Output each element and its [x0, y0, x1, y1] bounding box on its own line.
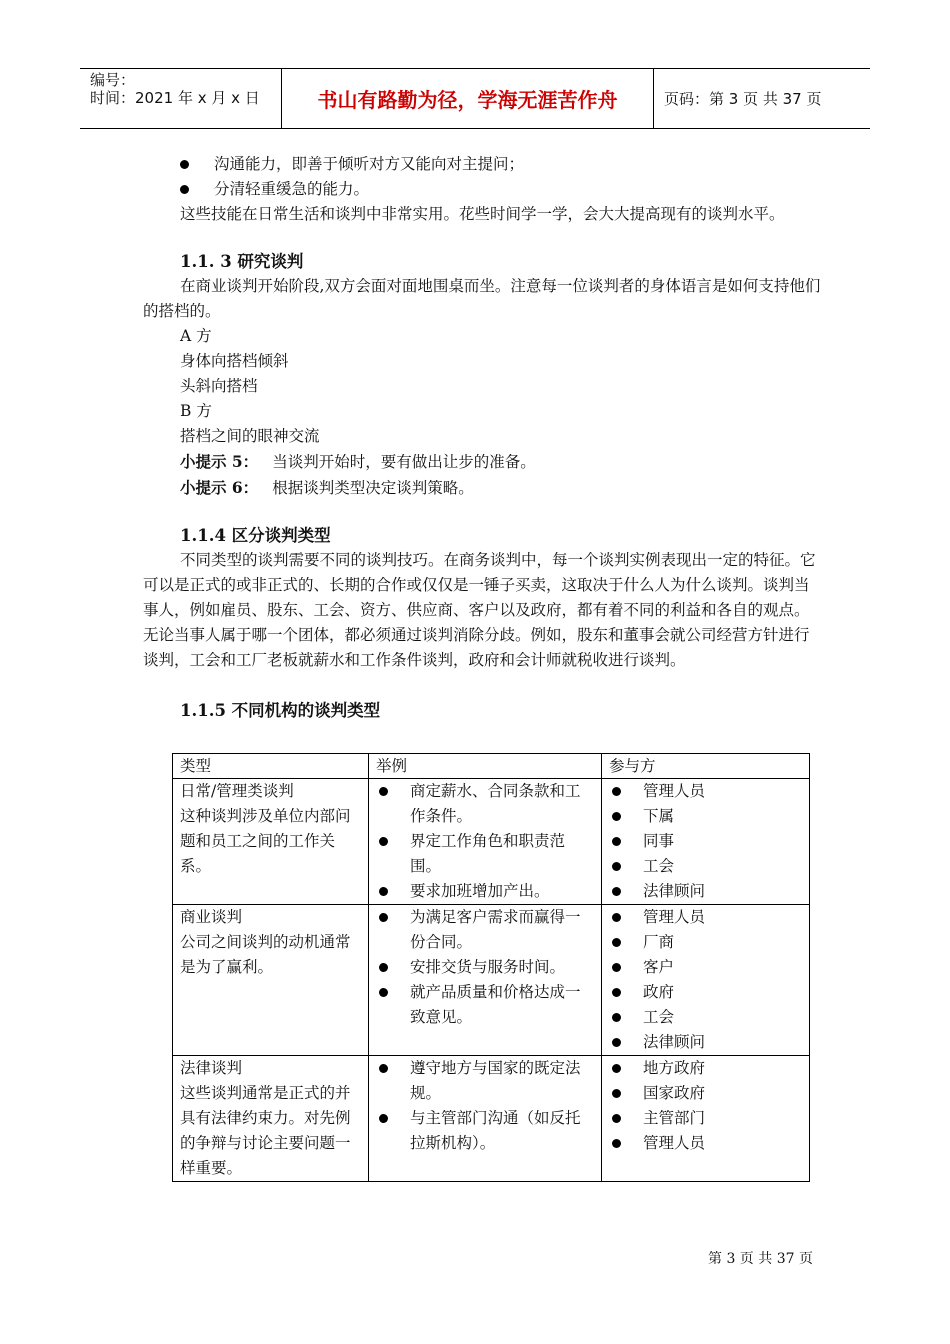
list-item: [602, 930, 809, 955]
tip-text: 根据谈判类型决定谈判策略。: [272, 479, 474, 497]
bullet-icon: [612, 1064, 621, 1073]
section-heading-1-1-5: 1.1.5 不同机构的谈判类型: [180, 701, 381, 720]
list-item: [369, 955, 601, 980]
paragraph: 在商业谈判开始阶段,双方会面对面地围桌而坐。注意每一位谈判者的身体语言是如何支持他们的搭档的。: [143, 277, 821, 320]
header-meta: [80, 69, 282, 128]
list-item: [602, 1106, 809, 1131]
list-item-text: 厂商: [643, 933, 675, 951]
list-item-text: 客户: [643, 958, 675, 976]
bullet-icon: [612, 988, 621, 997]
table-header-cell: 参与方: [602, 754, 810, 779]
list-item-text: 分清轻重缓急的能力。: [214, 180, 370, 198]
list-item: [369, 1106, 601, 1156]
list-item: [602, 905, 809, 930]
list-item-text: 同事: [643, 832, 675, 850]
list-item: [602, 804, 809, 829]
bullet-icon: [379, 913, 388, 922]
list-item-text: 地方政府: [643, 1059, 706, 1077]
tip-label: 小提示 5：: [180, 452, 259, 471]
list-item: [369, 879, 601, 904]
bullet-icon: [379, 787, 388, 796]
bullet-icon: [612, 837, 621, 846]
bullet-icon: [379, 887, 388, 896]
text-line: A 方: [180, 327, 212, 345]
list-item-text: 商定薪水、合同条款和工作条件。: [410, 782, 581, 825]
examples-cell: [369, 905, 602, 1056]
examples-cell: [369, 1056, 602, 1182]
type-desc: 公司之间谈判的动机通常是为了赢利。: [180, 933, 351, 976]
doc-date-label: 时间：2021 年 x 月 x 日: [90, 89, 260, 107]
list-item-text: 就产品质量和价格达成一致意见。: [410, 983, 581, 1026]
type-desc: 这种谈判涉及单位内部问题和员工之间的工作关系。: [180, 807, 351, 875]
list-item: [369, 1056, 601, 1106]
text-line: 搭档之间的眼神交流: [180, 427, 320, 445]
bullet-icon: [612, 812, 621, 821]
list-item: [602, 829, 809, 854]
list-item: [602, 1005, 809, 1030]
list-item-text: 界定工作角色和职责范围。: [410, 832, 566, 875]
bullet-icon: [612, 1114, 621, 1123]
header-page-label: 页码：第 3 页 共 37 页: [664, 90, 822, 108]
tip-6: [143, 475, 823, 501]
section-heading-1-1-3: 1.1. 3 研究谈判: [180, 252, 304, 271]
bullet-icon: [612, 887, 621, 896]
tip-5: [143, 449, 823, 475]
list-item: [369, 980, 601, 1030]
bullet-icon: [379, 837, 388, 846]
doc-number-label: 编号：: [90, 71, 136, 89]
parties-cell: [602, 905, 810, 1056]
bullet-icon: [379, 1114, 388, 1123]
list-item: [369, 779, 601, 829]
list-item-text: 管理人员: [643, 782, 706, 800]
text-line: 身体向搭档倾斜: [180, 352, 289, 370]
page-footer: 第 3 页 共 37 页: [708, 1251, 813, 1267]
paragraph: 这些技能在日常生活和谈判中非常实用。花些时间学一学，会大大提高现有的谈判水平。: [180, 205, 785, 223]
parties-cell: [602, 779, 810, 905]
list-item-text: 管理人员: [643, 908, 706, 926]
paragraph: 不同类型的谈判需要不同的谈判技巧。在商务谈判中，每一个谈判实例表现出一定的特征。它可以是正式的或非正式的、长期的合作或仅仅是一锤子买卖，这取决于什么人为什么谈判。谈判当事人，例如雇员、股东、工会、资方、供应商、客户以及政府，都有着不同的利益和各自的观点。无论当事人属于哪一个团体，都必须通过谈判消除分歧。例如，股东和董事会就公司经营方针进行谈判，工会和工厂老板就薪水和工作条件谈判，政府和会计师就税收进行谈判。: [143, 551, 816, 669]
list-item-text: 主管部门: [643, 1109, 706, 1127]
list-item-text: 下属: [643, 807, 675, 825]
table-row: [173, 905, 810, 1056]
type-title: 日常/管理类谈判: [180, 782, 294, 800]
type-title: 法律谈判: [180, 1059, 243, 1077]
list-item-text: 工会: [643, 1008, 675, 1026]
list-item: [369, 829, 601, 879]
text-line: B 方: [180, 402, 212, 420]
tip-text: 当谈判开始时，要有做出让步的准备。: [272, 453, 536, 471]
type-cell: [173, 779, 369, 905]
list-item: [602, 1131, 809, 1156]
list-item-text: 法律顾问: [643, 882, 706, 900]
list-item: [143, 152, 823, 177]
bullet-icon: [180, 185, 189, 194]
section-heading-1-1-4: 1.1.4 区分谈判类型: [180, 526, 331, 545]
list-item-text: 要求加班增加产出。: [410, 882, 550, 900]
list-item: [602, 980, 809, 1005]
list-item: [602, 1056, 809, 1081]
bullet-icon: [612, 1089, 621, 1098]
list-item-text: 工会: [643, 857, 675, 875]
type-cell: [173, 1056, 369, 1182]
list-item-text: 安排交货与服务时间。: [410, 958, 566, 976]
list-item: [143, 177, 823, 202]
list-item-text: 政府: [643, 983, 675, 1001]
table-header-cell: 举例: [369, 754, 602, 779]
type-desc: 这些谈判通常是正式的并具有法律约束力。对先例的争辩与讨论主要问题一样重要。: [180, 1084, 351, 1177]
bullet-icon: [612, 938, 621, 947]
bullet-icon: [612, 913, 621, 922]
list-item: [602, 879, 809, 904]
list-item: [602, 854, 809, 879]
bullet-icon: [612, 1038, 621, 1047]
bullet-icon: [612, 1013, 621, 1022]
bullet-icon: [180, 160, 189, 169]
bullet-icon: [612, 963, 621, 972]
document-body: [143, 152, 823, 723]
text-line: 头斜向搭档: [180, 377, 258, 395]
list-item-text: 为满足客户需求而赢得一份合同。: [410, 908, 581, 951]
table-row: [173, 1056, 810, 1182]
list-item-text: 沟通能力，即善于倾听对方又能向对主提问；: [214, 155, 525, 173]
bullet-icon: [612, 787, 621, 796]
header-motto: 书山有路勤为径，学海无涯苦作舟: [282, 69, 654, 128]
table-header-cell: 类型: [173, 754, 369, 779]
negotiation-types-table: [172, 753, 810, 1182]
parties-cell: [602, 1056, 810, 1182]
list-item: [369, 905, 601, 955]
list-item-text: 法律顾问: [643, 1033, 706, 1051]
list-item: [602, 1030, 809, 1055]
type-title: 商业谈判: [180, 908, 243, 926]
list-item: [602, 1081, 809, 1106]
list-item: [602, 955, 809, 980]
list-item: [602, 779, 809, 804]
list-item-text: 遵守地方与国家的既定法规。: [410, 1059, 581, 1102]
bullet-icon: [379, 963, 388, 972]
bullet-icon: [379, 988, 388, 997]
bullet-icon: [379, 1064, 388, 1073]
list-item-text: 管理人员: [643, 1134, 706, 1152]
type-cell: [173, 905, 369, 1056]
list-item-text: 国家政府: [643, 1084, 706, 1102]
bullet-icon: [612, 1139, 621, 1148]
table-header-row: [173, 754, 810, 779]
table-row: [173, 779, 810, 905]
list-item-text: 与主管部门沟通（如反托拉斯机构）。: [410, 1109, 581, 1152]
page-header: [80, 68, 870, 129]
bullet-icon: [612, 862, 621, 871]
examples-cell: [369, 779, 602, 905]
tip-label: 小提示 6：: [180, 478, 259, 497]
